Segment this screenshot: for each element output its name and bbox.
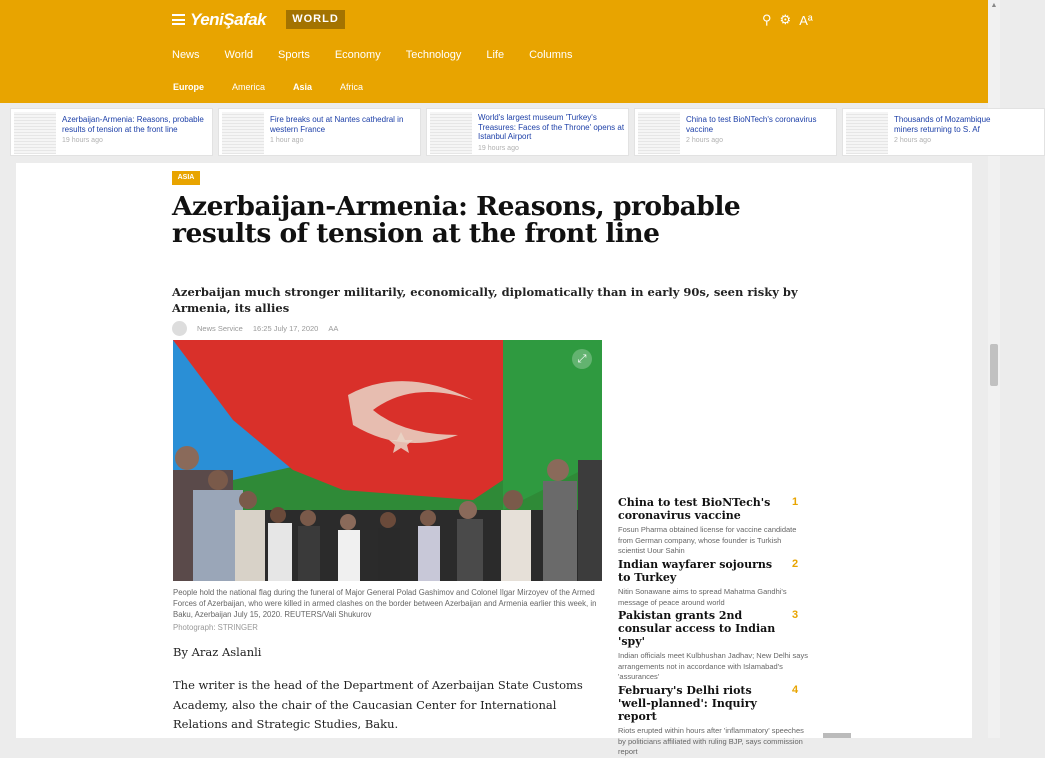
- most-read-rank: 3: [792, 609, 799, 621]
- category-tag[interactable]: ASIA: [172, 171, 200, 185]
- search-icon[interactable]: ⚲: [762, 12, 772, 27]
- most-read-title[interactable]: China to test BioNTech's coronavirus vaccine: [618, 496, 771, 522]
- article-subtitle: Azerbaijan much stronger militarily, economically, diplomatically than in early 90s, seen risky by Armenia, its allies: [172, 285, 798, 315]
- nav-sports[interactable]: Sports: [278, 49, 310, 61]
- most-read-desc: Nitin Sonawane aims to spread Mahatma Gandhi's message of peace around world: [618, 587, 787, 607]
- strip-thumbnail: [222, 112, 264, 154]
- site-header: [0, 0, 988, 103]
- article-title: Azerbaijan-Armenia: Reasons, probable results of tension at the front line: [172, 191, 741, 249]
- strip-time: 2 hours ago: [894, 137, 931, 144]
- flag-crowd-image: [173, 340, 602, 581]
- scroll-to-top-button[interactable]: [823, 733, 851, 738]
- nav-news[interactable]: News: [172, 49, 200, 61]
- strip-title[interactable]: Thousands of Mozambique miners returning to S. Af: [894, 115, 991, 134]
- article-body: The writer is the head of the Department of Azerbaijan State Customs Academy, also the chair of the Caucasian Center for International Relations and Strategic Studies, Baku.: [173, 678, 583, 731]
- strip-time: 19 hours ago: [478, 144, 519, 152]
- scroll-thumb[interactable]: [990, 344, 998, 386]
- strip-thumbnail: [14, 112, 56, 154]
- article-source[interactable]: News Service: [197, 324, 243, 333]
- nav-columns[interactable]: Columns: [529, 49, 573, 61]
- article-byline: [172, 321, 338, 336]
- most-read-item[interactable]: [618, 684, 808, 758]
- font-size-icon[interactable]: Aª: [799, 12, 813, 28]
- strip-card[interactable]: [634, 108, 837, 156]
- nav-world[interactable]: World: [224, 49, 254, 61]
- subnav-europe[interactable]: Europe: [173, 82, 205, 92]
- subnav-asia[interactable]: Asia: [293, 82, 313, 92]
- sub-nav: [173, 82, 363, 92]
- strip-thumbnail: [846, 112, 888, 154]
- photo-caption: People hold the national flag during the funeral of Major General Polad Gashimov and Colonel Ilgar Mirzoyev of the Armed Forces of Azerbaijan, who were killed in armed clashes on the border between Azerbaijan and Armenia earlier this week, in Baku, Azerbaijan July 15, 2020. REUTERS/Vali Shukurov: [173, 588, 597, 619]
- most-read-item[interactable]: [618, 558, 808, 608]
- header-tools: [762, 12, 813, 28]
- photo-credit: Photograph: STRINGER: [173, 623, 258, 632]
- strip-title[interactable]: Azerbaijan-Armenia: Reasons, probable results of tension at the front line: [62, 115, 204, 134]
- most-read-title[interactable]: Indian wayfarer sojourns to Turkey: [618, 558, 773, 584]
- expand-image-icon[interactable]: ⤢: [572, 349, 592, 369]
- section-badge[interactable]: WORLD: [286, 10, 345, 29]
- article-author: By Araz Aslanli: [173, 645, 262, 659]
- strip-time: 1 hour ago: [270, 137, 304, 144]
- headline-strip: [10, 108, 991, 158]
- strip-card[interactable]: [10, 108, 213, 156]
- scroll-up-arrow-icon[interactable]: ▲: [990, 2, 998, 9]
- article-agency: AA: [328, 324, 339, 333]
- strip-title[interactable]: Fire breaks out at Nantes cathedral in western France: [270, 115, 404, 134]
- most-read-title[interactable]: February's Delhi riots 'well-planned': Inquiry report: [618, 684, 757, 723]
- site-logo[interactable]: YeniŞafak: [190, 10, 267, 29]
- avatar: [172, 321, 187, 336]
- settings-icon[interactable]: ⚙: [779, 12, 792, 27]
- nav-life[interactable]: Life: [486, 49, 505, 61]
- main-nav: [172, 49, 573, 61]
- nav-economy[interactable]: Economy: [334, 49, 381, 61]
- strip-card[interactable]: [842, 108, 1045, 156]
- most-read-rank: 1: [792, 496, 799, 508]
- most-read-desc: Fosun Pharma obtained license for vaccine candidate from German company, whose founder is Turkish scientist Uour Sahin: [618, 525, 797, 555]
- most-read-title[interactable]: Pakistan grants 2nd consular access to Indian 'spy': [618, 609, 776, 648]
- strip-card[interactable]: [218, 108, 421, 156]
- most-read-item[interactable]: [618, 609, 808, 683]
- most-read-desc: Indian officials meet Kulbhushan Jadhav; New Delhi says arrangements not in accordance with Islamabad's 'assurances': [618, 651, 808, 681]
- most-read-desc: Riots erupted within hours after 'inflammatory' speeches by politicians affiliated with ruling BJP, says commission report: [618, 726, 804, 756]
- article-datetime: 16:25 July 17, 2020: [252, 324, 319, 333]
- strip-title[interactable]: World's largest museum 'Turkey's Treasures: Faces of the Throne' opens at Istanbul Airport: [478, 113, 625, 141]
- article-photo[interactable]: [173, 340, 602, 581]
- strip-thumbnail: [430, 112, 472, 154]
- most-read-rank: 2: [792, 558, 799, 570]
- strip-card[interactable]: [426, 108, 629, 156]
- strip-time: 19 hours ago: [62, 137, 103, 144]
- subnav-america[interactable]: America: [232, 82, 266, 92]
- menu-icon[interactable]: [172, 14, 185, 25]
- subnav-africa[interactable]: Africa: [340, 82, 364, 92]
- most-read-rank: 4: [792, 684, 799, 696]
- strip-time: 2 hours ago: [686, 137, 723, 144]
- strip-title[interactable]: China to test BioNTech's coronavirus vaccine: [686, 115, 817, 134]
- most-read-item[interactable]: [618, 496, 808, 557]
- nav-technology[interactable]: Technology: [405, 49, 462, 61]
- strip-thumbnail: [638, 112, 680, 154]
